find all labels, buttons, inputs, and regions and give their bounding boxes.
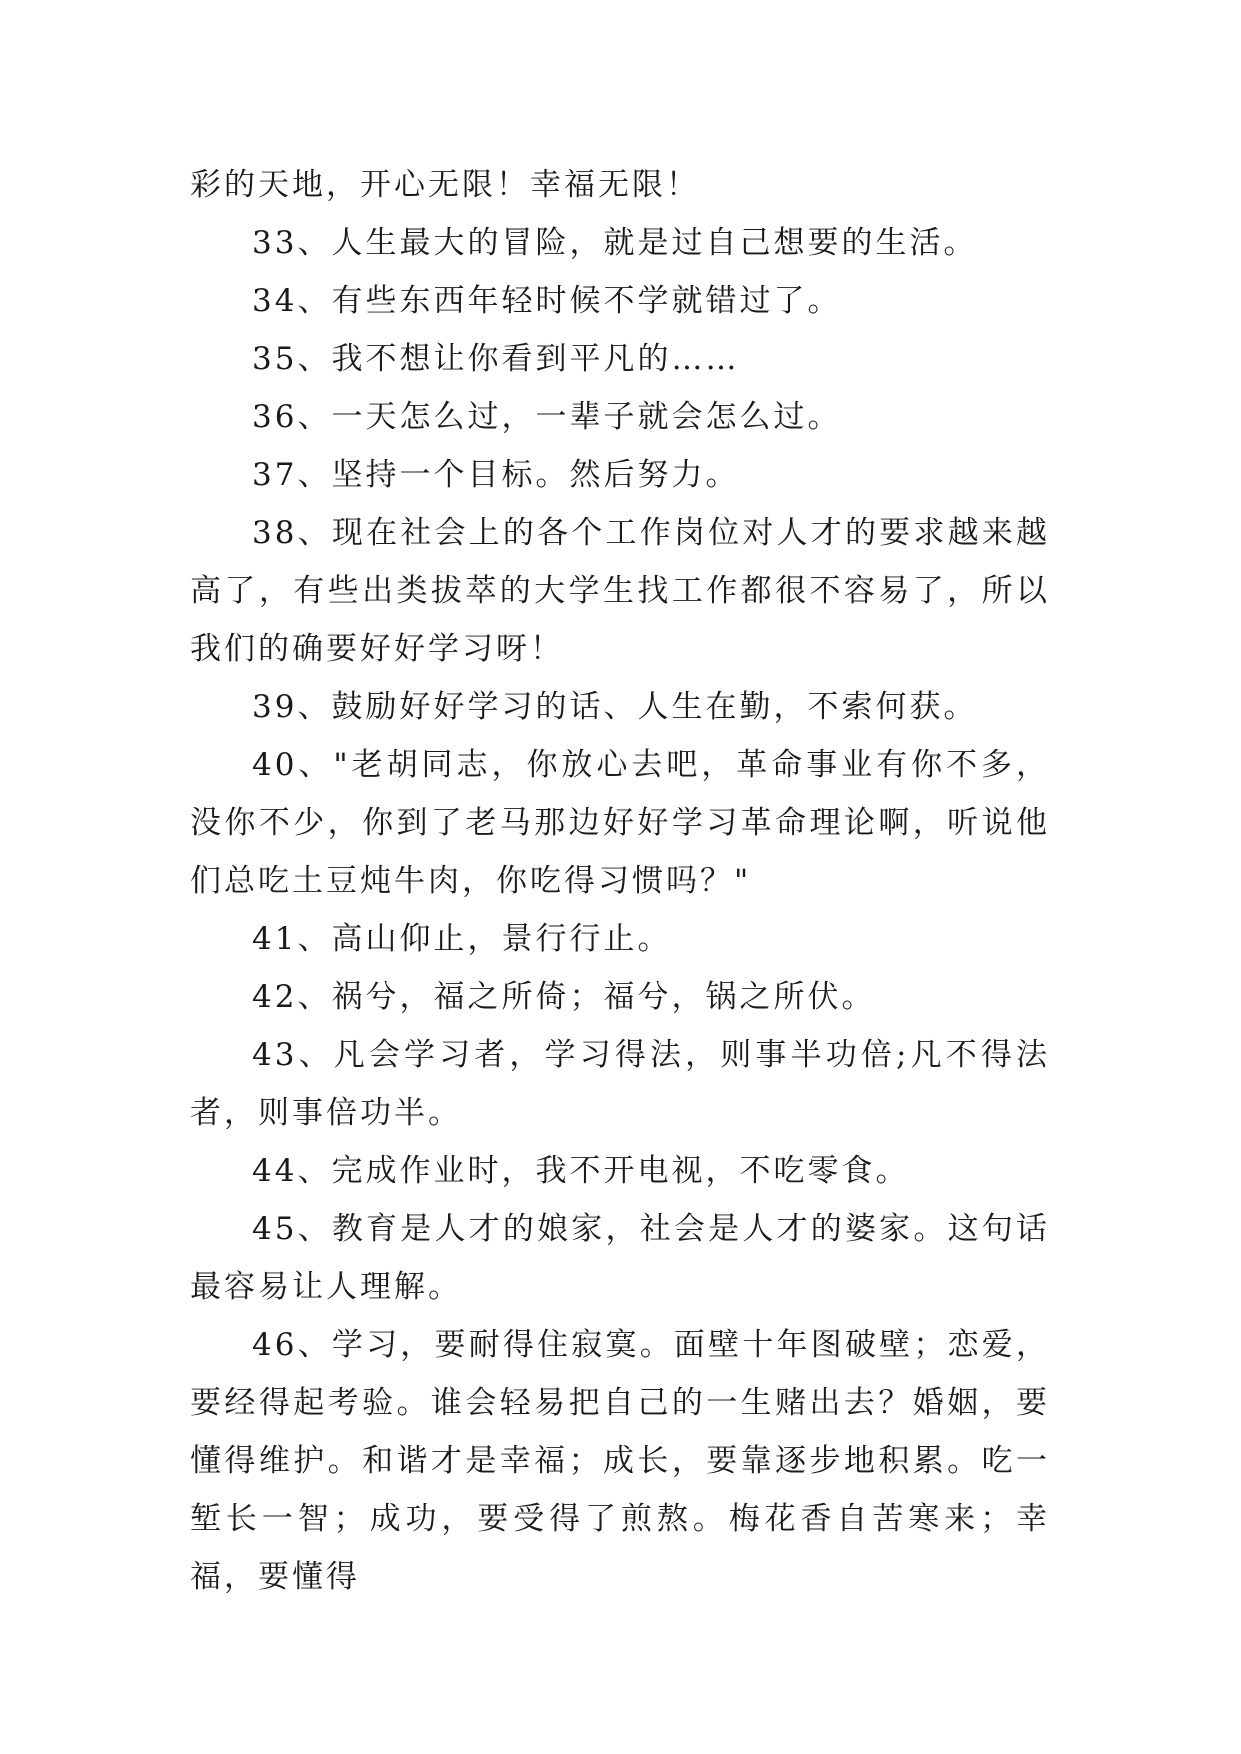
- paragraph-item-46: 46、学习，要耐得住寂寞。面壁十年图破壁；恋爱，要经得起考验。谁会轻易把自己的一生赌出去？婚姻，要懂得维护。和谐才是幸福；成长，要靠逐步地积累。吃一堑长一智；成功，要受得了煎熬。梅花香自苦寒来；幸福，要懂得: [190, 1327, 1050, 1595]
- paragraph-item-38: 38、现在社会上的各个工作岗位对人才的要求越来越高了，有些出类拔萃的大学生找工作都很不容易了，所以我们的确要好好学习呀！: [190, 515, 1050, 667]
- paragraph-item-44: 44、完成作业时，我不开电视，不吃零食。: [252, 1153, 910, 1189]
- paragraph-item-40: 40、"老胡同志，你放心去吧，革命事业有你不多，没你不少，你到了老马那边好好学习革命理论啊，听说他们总吃土豆炖牛肉，你吃得习惯吗？": [190, 747, 1050, 899]
- paragraph-item-34: 34、有些东西年轻时候不学就错过了。: [252, 283, 842, 319]
- paragraph-item-45: 45、教育是人才的娘家，社会是人才的婆家。这句话最容易让人理解。: [190, 1211, 1050, 1305]
- paragraph-item-41: 41、高山仰止，景行行止。: [252, 921, 672, 957]
- paragraph-item-37: 37、坚持一个目标。然后努力。: [252, 457, 740, 493]
- paragraph-item-35: 35、我不想让你看到平凡的……: [252, 341, 740, 377]
- paragraph-item-36: 36、一天怎么过，一辈子就会怎么过。: [252, 399, 842, 435]
- paragraph-continuation: 彩的天地，开心无限！幸福无限！: [190, 167, 700, 203]
- document-body: [190, 156, 1050, 1606]
- paragraph-item-39: 39、鼓励好好学习的话、人生在勤，不索何获。: [252, 689, 978, 725]
- paragraph-item-33: 33、人生最大的冒险，就是过自己想要的生活。: [252, 225, 978, 261]
- paragraph-item-42: 42、祸兮，福之所倚；福兮，锅之所伏。: [252, 979, 876, 1015]
- paragraph-item-43: 43、凡会学习者，学习得法，则事半功倍;凡不得法者，则事倍功半。: [190, 1037, 1050, 1131]
